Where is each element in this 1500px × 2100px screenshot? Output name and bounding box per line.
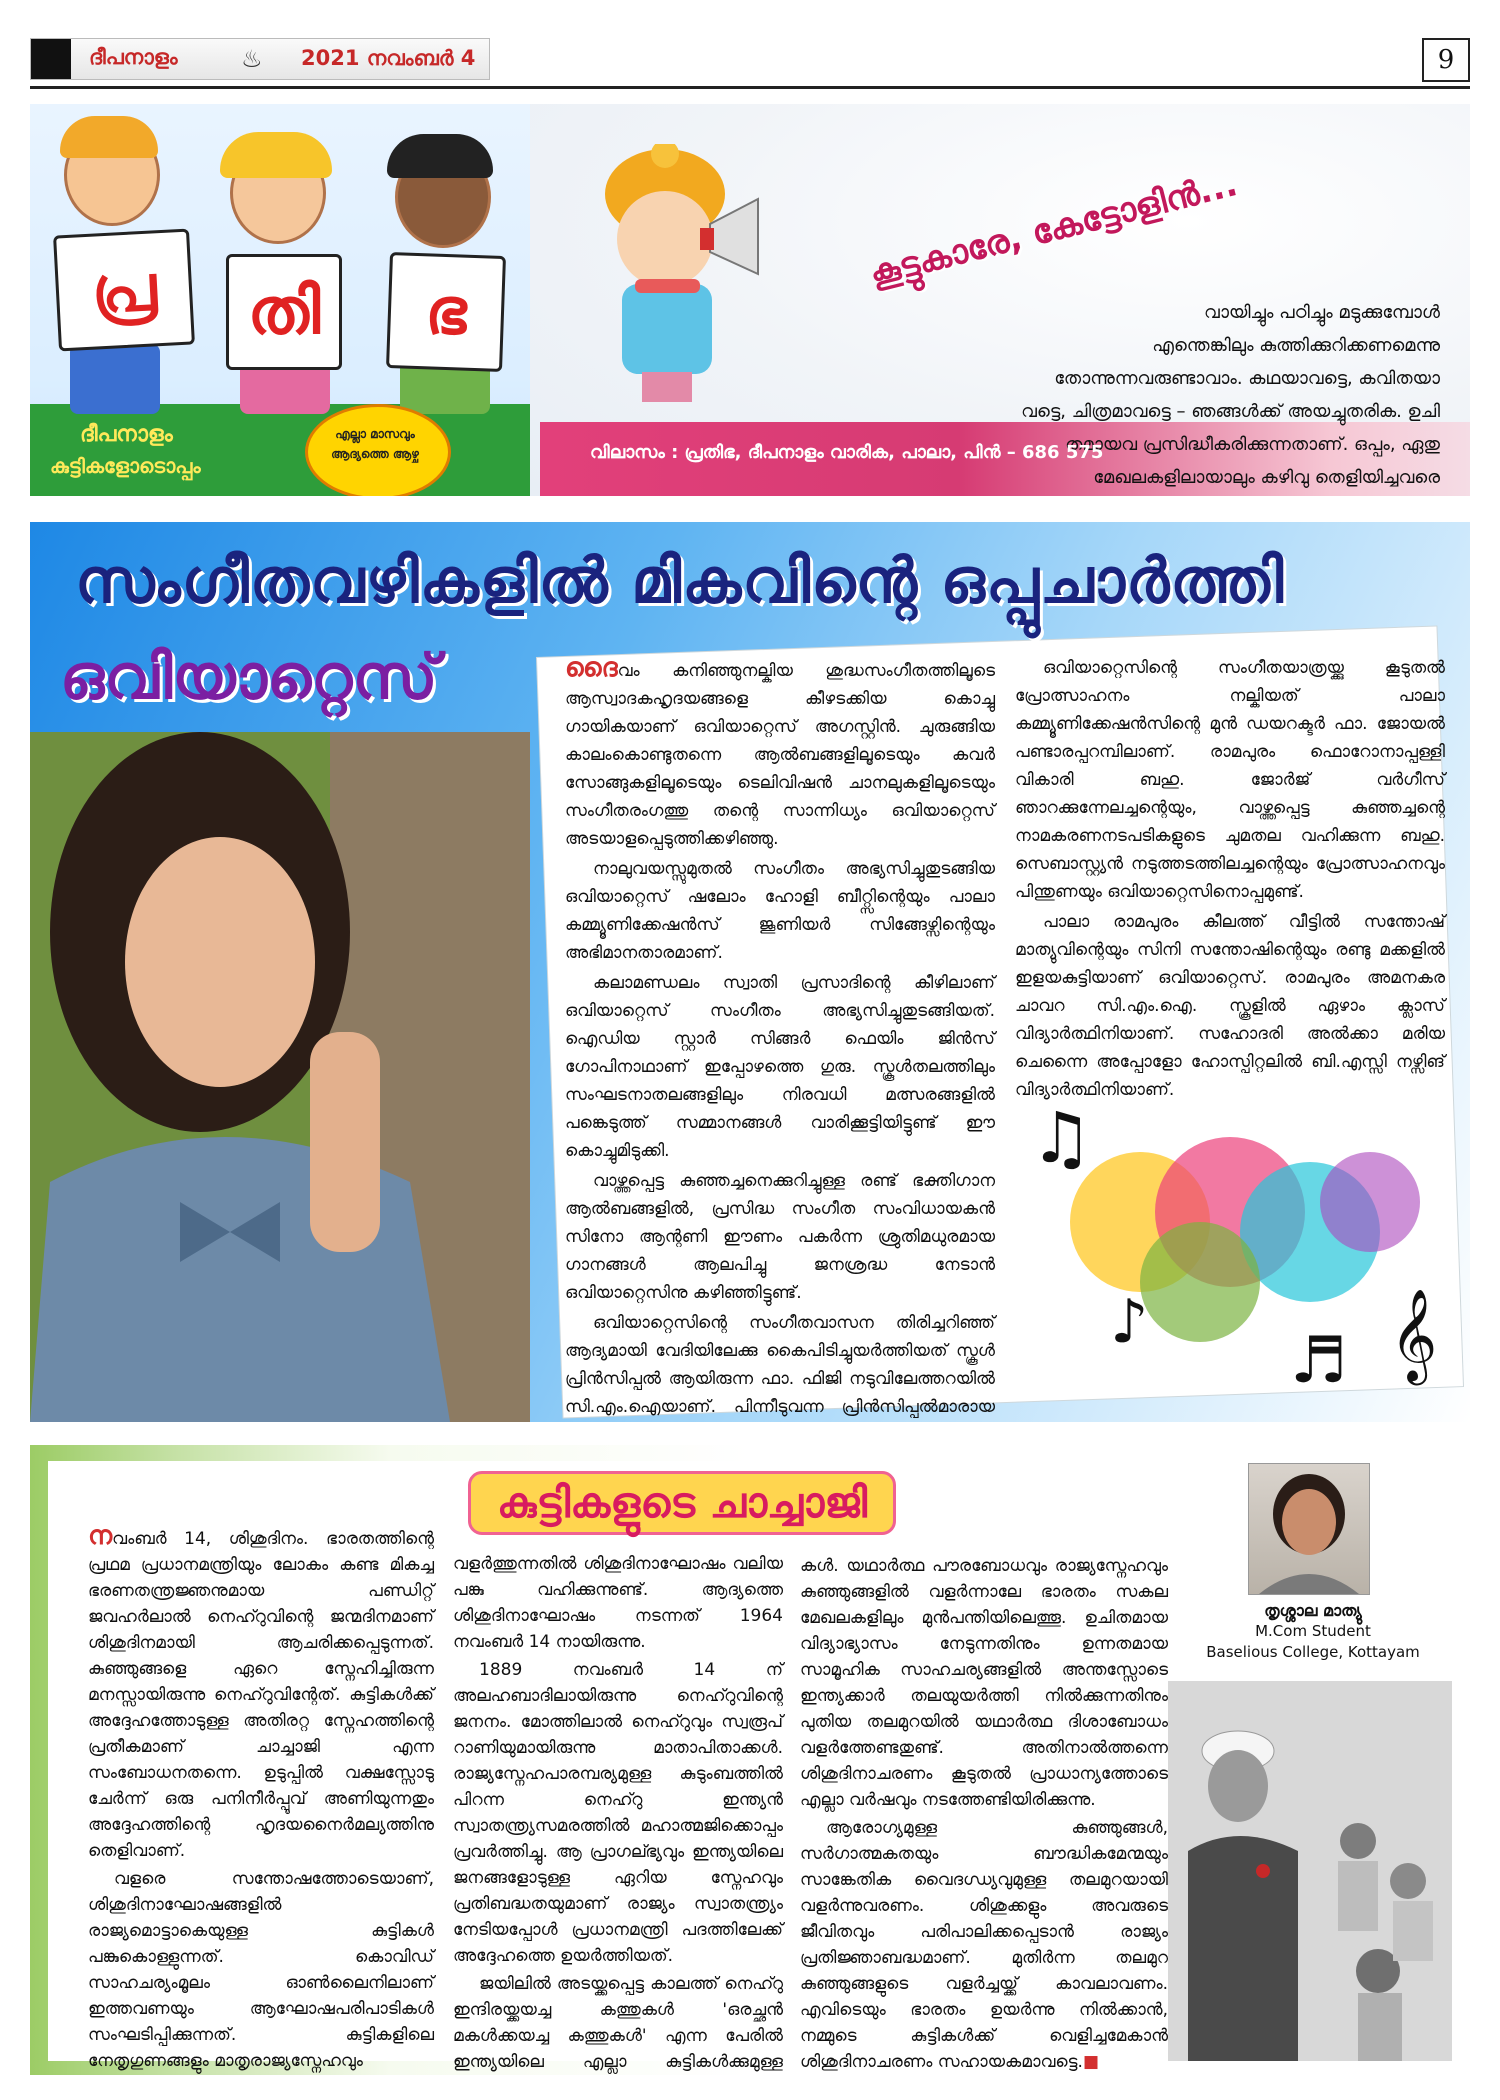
chachaji-article [30,1445,1470,2075]
girl-face [617,191,713,287]
intro-line [920,494,1440,496]
child-body [1358,1993,1402,2061]
portrait-face [125,837,315,1087]
banner-intro [920,296,1440,496]
callout-text: കൂട്ടുകാരേ, കേട്ടോളിൻ... [865,163,1242,295]
child-body [1393,1901,1433,1961]
author-photo [1249,1464,1369,1594]
page-number: 9 [1422,38,1470,82]
intro-line: മേഖലകളിലായാലും കഴിവു തെളിയിച്ചവരെ [1093,467,1440,488]
chachaji-headline: കുട്ടികളുടെ ചാച്ചാജി [468,1471,896,1535]
treble-clef-icon: 𝄞 [1390,1288,1438,1381]
chachaji-column-2 [453,1551,783,2075]
paragraph-text: ആരോഗ്യമുള്ള കുഞ്ഞുങ്ങൾ, സർഗാത്മകതയും ബൗദ്ധികമേന്മയും സാങ്കേതിക വൈദഗ്ധ്യവുമുള്ള തലമുറയായി വളർന്നുവരണം. ശിശുക്കളും അവരുടെ ജീവിതവും പരിപാലിക്കപ്പെടാൻ രാജ്യം പ്രതിജ്ഞാബദ്ധമാണ്. മുതിർന്ന തലമുറ കുഞ്ഞുങ്ങളുടെ വളർച്ചയ്ക്ക് കാവലാവണം. എവിടെയും ഭാരതം ഉയർന്നു നിൽക്കാൻ, നമ്മുടെ കുട്ടികൾക്ക് വെളിച്ചമേകാൻ ശിശുദിനാചരണം സഹായകമാവട്ടെ. [800,1818,1168,2072]
drop-cap: ന [88,1521,113,1551]
kid-hair-2 [220,132,332,178]
nehru-with-children-photo [1168,1681,1452,2061]
author-college: Baselious College, Kottayam [1206,1643,1420,1661]
megaphone-girl-illustration [590,144,760,414]
intro-line: വായിച്ചും പഠിച്ചും മടുക്കുമ്പോൾ [1204,302,1440,323]
kid-hair-1 [60,116,158,158]
nehru-coat [1188,1836,1298,2061]
letter-card-1: പ്ര [53,229,195,352]
intro-line: വട്ടെ, ചിത്രമാവട്ടെ – ഞങ്ങൾക്ക് അയച്ചുതരിക. ഉചി [1021,401,1440,422]
schedule-badge-line-1: എല്ലാ മാസവും [335,427,415,441]
singer-portrait-photo [30,732,530,1422]
letter-card-2: തി [226,254,342,370]
music-note-icon: ♫ [1030,1097,1093,1179]
header-rule [30,86,1470,89]
chachaji-paragraph [88,1523,434,1864]
child-head [1340,1823,1376,1859]
letter-card-3: ഭ [386,252,506,372]
child-head [1390,1863,1426,1899]
brand-strip [30,404,530,496]
girl-scarf [635,279,700,293]
feature-subject-name: ഒവിയാറ്റെസ് [60,640,438,713]
chachaji-paragraph: 1889 നവംബർ 14 ന് അലഹബാദിലായിരുന്നു നെഹ്റുവിന്റെ ജനനം. മോത്തിലാൽ നെഹ്റുവും സ്വരൂപ് റാണിയുമായിരുന്നു മാതാപിതാക്കൾ. രാജ്യസ്നേഹപാരമ്പര്യമുള്ള കുടുംബത്തിൽ പിറന്ന നെഹ്റു ഇന്ത്യൻ സ്വാതന്ത്ര്യസമരത്തിൽ മഹാത്മജിക്കൊപ്പം പ്രവർത്തിച്ചു. ആ പ്രാഗല്ഭ്യവും ഇന്ത്യയിലെ ജനങ്ങളോടുള്ള ഏറിയ സ്നേഹവും പ്രതിബദ്ധതയുമാണ് രാജ്യം സ്വാതന്ത്ര്യം നേടിയപ്പോൾ പ്രധാനമന്ത്രി പദത്തിലേക്ക് അദ്ദേഹത്തെ ഉയർത്തിയത്. [453,1660,783,1966]
feature-paragraph: പാലാ രാമപുരം കീലത്ത് വീട്ടിൽ സന്തോഷ് മാത്യുവിന്റെയും സിനി സന്തോഷിന്റെയും രണ്ടു മക്കളിൽ ഇളയകുട്ടിയാണ് ഒവിയാറ്റെസ്. രാമപുരം അമനകര ചാവറ സി.എം.ഐ. സ്കൂളിൽ ഏഴാം ക്ലാസ് വിദ്യാർത്ഥിനിയാണ്. സഹോദരി അൽക്കാ മരിയ ചെന്നൈ അപ്പോളോ ഹോസ്പിറ്റലിൽ ബി.എസ്സി നഴ്സിങ് വിദ്യാർത്ഥിനിയാണ്. [1015,912,1445,1100]
paragraph-text: വംബർ 14, ശിശുദിനം. ഭാരതത്തിന്റെ പ്രഥമ പ്രധാനമന്ത്രിയും ലോകം കണ്ട മികച്ച ഭരണതന്ത്രജ്ഞനുമായ പണ്ഡിറ്റ് ജവഹർലാൽ നെഹ്റുവിന്റെ ജന്മദിനമാണ് ശിശുദിനമായി ആചരിക്കപ്പെടുന്നത്. കുഞ്ഞുങ്ങളെ ഏറെ സ്നേഹിച്ചിരുന്ന മനസ്സായിരുന്നു നെഹ്റുവിന്റേത്. കുട്ടികൾക്ക് അദ്ദേഹത്തോടുള്ള അതിരറ്റ സ്നേഹത്തിന്റെ പ്രതീകമാണ് ചാച്ചാജി എന്ന സംബോധനതന്നെ. ഉടുപ്പിൽ വക്ഷസ്സോടു ചേർന്ന് ഒരു പനിനീർപ്പൂവ് അണിയുന്നതും അദ്ദേഹത്തിന്റെ ഹൃദയനൈർമല്യത്തിനു തെളിവാണ്. [88,1529,434,1861]
paint-splash [1320,1152,1420,1252]
chachaji-paragraph [800,1815,1168,2075]
kid-body-1 [70,344,160,414]
intro-line: എന്തെങ്കിലും കുത്തിക്കുറിക്കണമെന്നു [1152,335,1440,356]
schedule-badge-line-2: ആദ്യത്തെ ആഴ്ച [331,447,419,461]
megaphone-band [700,228,714,250]
author-byline [1183,1601,1443,1663]
feature-paragraph: ഒവിയാറ്റെസിന്റെ സംഗീതയാത്രയ്ക്കു കൂടുതൽ പ്രോത്സാഹനം നല്കിയത് പാലാ കമ്മ്യൂണിക്കേഷൻസിന്റെ മുൻ ഡയറക്ടർ ഫാ. ജോയൽ പണ്ടാരപ്പറമ്പിലാണ്. രാമപുരം ഫൊറോനാപ്പള്ളി വികാരി ബഹു. ജോർജ് വർഗീസ് ഞാറക്കുന്നേലച്ചന്റെയും, വാഴ്ത്തപ്പെട്ട കുഞ്ഞച്ചന്റെ നാമകരണനടപടികളുടെ ചുമതല വഹിക്കുന്ന ബഹു. സെബാസ്റ്റ്യൻ നടുത്തടത്തിലച്ചന്റെയും പ്രോത്സാഹനവും പിന്തുണയും ഒവിയാറ്റെസിനൊപ്പമുണ്ട്. [1015,658,1445,902]
issue-date: 2021 നവംബർ 4 [301,46,476,70]
portrait-dress [30,1137,450,1422]
chachaji-paragraph: ജയിലിൽ അടയ്ക്കപ്പെട്ട കാലത്ത് നെഹ്റു ഇന്ദിരയ്ക്കയച്ച കത്തുകൾ 'ഒരച്ഛൻ മകൾക്കയച്ച കത്തുകൾ' എന്ന പേരിൽ ഇന്ത്യയിലെ എല്ലാ കുട്ടികൾക്കുമുള്ള [453,1974,783,2072]
masthead-strip [31,39,71,79]
intro-line: തമായവ പ്രസിദ്ധീകരിക്കുന്നതാണ്. ഒപ്പം, ഏതു [1065,434,1440,455]
feature-headline: സംഗീതവഴികളിൽ മികവിന്റെ ഒപ്പുചാർത്തി [75,544,1285,617]
postal-address: വിലാസം : പ്രതിഭ, ദീപനാളം വാരിക, പാലാ, പിൻ – 686 575 [590,442,1104,463]
author-face [1282,1489,1336,1555]
paragraph-text: വം കനിഞ്ഞുനല്കിയ ശുദ്ധസംഗീതത്തിലൂടെ ആസ്വാദകഹൃദയങ്ങളെ കീഴടക്കിയ കൊച്ചു ഗായികയാണ് ഒവിയാറ്റെസ് അഗസ്റ്റിൻ. ചുരുങ്ങിയ കാലംകൊണ്ടുതന്നെ ആൽബങ്ങളിലൂടെയും കവർ സോങ്ങുകളിലൂടെയും ടെലിവിഷൻ ചാനലുകളിലൂടെയും സംഗീതരംഗത്തു തന്റെ സാന്നിധ്യം ഒവിയാറ്റെസ് അടയാളപ്പെടുത്തിക്കഴിഞ്ഞു. [565,661,995,849]
feature-column-1 [565,654,995,1422]
feature-paragraph: ഒവിയാറ്റെസിന്റെ സംഗീതവാസന തിരിച്ചറിഞ്ഞ് ആദ്യമായി വേദിയിലേക്കു കൈപിടിച്ചുയർത്തിയത് സ്കൂൾ പ്രിൻസിപ്പൽ ആയിരുന്ന ഫാ. ഫിജി നടുവിലേത്തറയിൽ സി.എം.ഐയാണ്. പിന്നീടുവന്ന പ്രിൻസിപ്പൽമാരായ [565,1313,995,1417]
brand-line-2: കുട്ടികളോടൊപ്പം [50,454,201,478]
chachaji-column-1 [88,1523,434,2075]
feature-article [30,522,1470,1422]
feature-paragraph: കലാമണ്ഡലം സ്വാതി പ്രസാദിന്റെ കീഴിലാണ് ഒവിയാറ്റെസ് സംഗീതം അഭ്യസിച്ചുതുടങ്ങിയത്. ഐഡിയ സ്റ്റാർ സിങ്ങർ ഫെയിം ജിൻസ് ഗോപിനാഥാണ് ഇപ്പോഴത്തെ ഗുരു. സ്കൂൾതലത്തിലും സംഘടനാതലങ്ങളിലും നിരവധി മത്സരങ്ങളിൽ പങ്കെടുത്ത് സമ്മാനങ്ങൾ വാരിക്കൂട്ടിയിട്ടുണ്ട് ഈ കൊച്ചുമിടുക്കി. [565,973,995,1161]
kid-hair-3 [387,134,493,178]
publication-name: ദീപനാളം [89,45,178,69]
music-note-icon: ♪ [1110,1287,1149,1357]
page-header [30,38,1470,84]
feature-paragraph: നാലുവയസ്സുമുതൽ സംഗീതം അഭ്യസിച്ചുതുടങ്ങിയ ഒവിയാറ്റെസ് ഷലോം ഹോളി ബീറ്റ്സിന്റെയും പാലാ കമ്മ്യൂണിക്കേഷൻസ് ജൂണിയർ സിങ്ങേഴ്സിന്റെയും അഭിമാനതാരമാണ്. [565,859,995,963]
rose-icon [1256,1864,1270,1878]
author-avatar [1248,1463,1370,1595]
feature-paragraph: വാഴ്ത്തപ്പെട്ട കുഞ്ഞച്ചനെക്കുറിച്ചുള്ള രണ്ട് ഭക്തിഗാന ആൽബങ്ങളിൽ, പ്രസിദ്ധ സംഗീത സംവിധായകൻ സിനോ ആന്റണി ഈണം പകർന്ന ശ്രുതിമധുരമായ ഗാനങ്ങൾ ആലപിച്ചു ജനശ്രദ്ധ നേടാൻ ഒവിയാറ്റെസിനു കഴിഞ്ഞിട്ടുണ്ട്. [565,1171,995,1303]
chachaji-paragraph: വളർത്തുന്നതിൽ ശിശുദിനാഘോഷം വലിയ പങ്കു വഹിക്കുന്നുണ്ട്. ആദ്യത്തെ ശിശുദിനാഘോഷം നടന്നത് 1964 നവംബർ 14 നായിരുന്നു. [453,1554,783,1652]
prathibha-banner [30,104,1470,496]
girl-legs [642,372,692,402]
girl-coat [622,284,712,374]
author-name: തൃശ്ശാല മാത്യു [1264,1601,1362,1620]
feature-column-2 [1015,654,1445,1106]
intro-line: തോന്നുന്നവരുണ്ടാവാം. കഥയാവട്ടെ, കവിതയാ [1054,368,1440,389]
nehru-face [1208,1750,1268,1822]
paint-splash [1140,1222,1260,1342]
author-top [1259,1574,1359,1594]
chachaji-paragraph: കൾ. യഥാർത്ഥ പൗരബോധവും രാജ്യസ്നേഹവും കുഞ്ഞുങ്ങളിൽ വളർന്നാലേ ഭാരതം സകല മേഖലകളിലും മുൻപന്തിയിലെത്തൂ. ഉചിതമായ വിദ്യാഭ്യാസം നേടുന്നതിനും ഉന്നതമായ സാമൂഹിക സാഹചര്യങ്ങളിൽ അന്തസ്സോടെ ഇന്ത്യക്കാർ തലയുയർത്തി നിൽക്കുന്നതിനും പുതിയ തലമുറയിൽ യഥാർത്ഥ ദിശാബോധം വളർത്തേണ്ടതുണ്ട്. അതിനാൽത്തന്നെ ശിശുദിനാചരണം കൂടുതൽ പ്രാധാന്യത്തോടെ എല്ലാ വർഷവും നടത്തേണ്ടിയിരിക്കുന്നു. [800,1556,1168,1810]
music-note-icon: ♬ [1290,1324,1348,1398]
oil-lamp-icon: ♨ [241,45,263,73]
author-designation: M.Com Student [1255,1622,1371,1640]
music-splash-illustration [990,1082,1460,1402]
chachaji-panel [48,1461,1452,2072]
end-mark: ■ [1082,2052,1099,2072]
masthead-bar [30,38,490,80]
child-body [1338,1861,1378,1931]
chachaji-column-3 [800,1553,1168,2075]
chachaji-paragraph: വളരെ സന്തോഷത്തോടെയാണ്, ശിശുദിനാഘോഷങ്ങളിൽ രാജ്യമൊട്ടാകെയുള്ള കുട്ടികൾ പങ്കുകൊള്ളുന്നത്. കൊവിഡ് സാഹചര്യംമൂലം ഓൺലൈനിലാണ് ഇത്തവണയും ആഘോഷപരിപാടികൾ സംഘടിപ്പിക്കുന്നത്. കുട്ടികളിലെ നേതൃഗുണങ്ങളും മാതൃരാജ്യസ്നേഹവും [88,1869,434,2071]
feature-paragraph [565,654,995,853]
drop-cap: ദൈ [565,653,618,683]
portrait-arm [310,1032,380,1252]
brand-line-1: ദീപനാളം [80,422,173,447]
